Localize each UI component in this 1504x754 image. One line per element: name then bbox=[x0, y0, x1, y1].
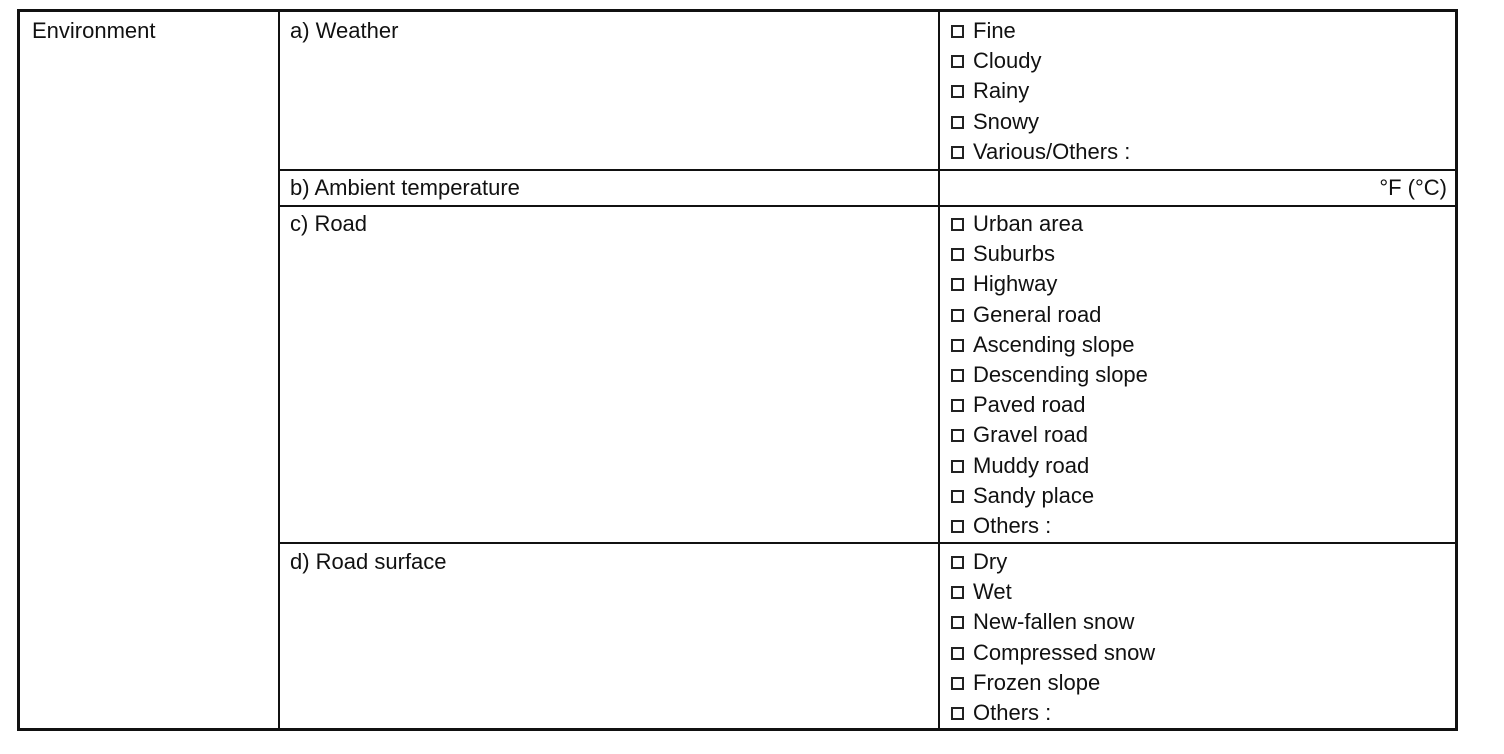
option-label: Compressed snow bbox=[973, 639, 1156, 665]
road-surface-label: d) Road surface bbox=[290, 549, 447, 574]
road-option[interactable] bbox=[951, 481, 1148, 511]
weather-options bbox=[951, 16, 1130, 167]
checkbox[interactable] bbox=[951, 707, 964, 720]
option-label: General road bbox=[973, 301, 1102, 327]
road-option[interactable] bbox=[951, 511, 1148, 541]
checkbox[interactable] bbox=[951, 116, 964, 129]
checkbox[interactable] bbox=[951, 25, 964, 38]
checkbox[interactable] bbox=[951, 85, 964, 98]
road-surface-option[interactable] bbox=[951, 668, 1155, 698]
checkbox[interactable] bbox=[951, 490, 964, 503]
column-divider-1 bbox=[278, 12, 280, 728]
checkbox[interactable] bbox=[951, 218, 964, 231]
road-surface-option[interactable] bbox=[951, 577, 1155, 607]
road-option[interactable] bbox=[951, 420, 1148, 450]
checkbox[interactable] bbox=[951, 399, 964, 412]
ambient-temperature-label: b) Ambient temperature bbox=[290, 175, 520, 200]
option-label: Others : bbox=[973, 700, 1052, 726]
checkbox[interactable] bbox=[951, 520, 964, 533]
checkbox[interactable] bbox=[951, 339, 964, 352]
environment-form bbox=[17, 9, 1458, 731]
option-label: Dry bbox=[973, 549, 1008, 575]
road-option[interactable] bbox=[951, 330, 1148, 360]
option-label: Ascending slope bbox=[973, 331, 1135, 357]
option-label: Descending slope bbox=[973, 362, 1148, 388]
road-option[interactable] bbox=[951, 239, 1148, 269]
road-surface-option[interactable] bbox=[951, 698, 1155, 728]
checkbox[interactable] bbox=[951, 586, 964, 599]
checkbox[interactable] bbox=[951, 55, 964, 68]
option-label: Fine bbox=[973, 18, 1016, 44]
checkbox[interactable] bbox=[951, 460, 964, 473]
road-options bbox=[951, 209, 1148, 541]
checkbox[interactable] bbox=[951, 616, 964, 629]
road-surface-option[interactable] bbox=[951, 638, 1155, 668]
weather-option[interactable] bbox=[951, 137, 1130, 167]
road-option[interactable] bbox=[951, 451, 1148, 481]
checkbox[interactable] bbox=[951, 369, 964, 382]
weather-option[interactable] bbox=[951, 76, 1130, 106]
checkbox[interactable] bbox=[951, 248, 964, 261]
option-label: Rainy bbox=[973, 78, 1030, 104]
road-option[interactable] bbox=[951, 390, 1148, 420]
checkbox[interactable] bbox=[951, 278, 964, 291]
option-label: Gravel road bbox=[973, 422, 1088, 448]
road-option[interactable] bbox=[951, 269, 1148, 299]
checkbox[interactable] bbox=[951, 647, 964, 660]
road-surface-option[interactable] bbox=[951, 547, 1155, 577]
option-label: Muddy road bbox=[973, 452, 1090, 478]
road-option[interactable] bbox=[951, 360, 1148, 390]
weather-option[interactable] bbox=[951, 107, 1130, 137]
weather-option[interactable] bbox=[951, 46, 1130, 76]
option-label: Snowy bbox=[973, 108, 1040, 134]
road-option[interactable] bbox=[951, 209, 1148, 239]
weather-option[interactable] bbox=[951, 16, 1130, 46]
option-label: Urban area bbox=[973, 211, 1084, 237]
checkbox[interactable] bbox=[951, 146, 964, 159]
column-divider-2 bbox=[938, 12, 940, 728]
road-surface-options bbox=[951, 547, 1155, 728]
weather-label: a) Weather bbox=[290, 18, 399, 43]
option-label: Others : bbox=[973, 512, 1052, 538]
option-label: Wet bbox=[973, 579, 1012, 605]
option-label: New-fallen snow bbox=[973, 609, 1135, 635]
checkbox[interactable] bbox=[951, 556, 964, 569]
row-divider-temperature bbox=[278, 205, 1458, 207]
option-label: Suburbs bbox=[973, 241, 1055, 267]
option-label: Sandy place bbox=[973, 482, 1095, 508]
section-label-environment: Environment bbox=[32, 18, 156, 43]
option-label: Frozen slope bbox=[973, 669, 1101, 695]
option-label: Highway bbox=[973, 271, 1058, 297]
option-label: Cloudy bbox=[973, 48, 1042, 74]
checkbox[interactable] bbox=[951, 309, 964, 322]
option-label: Various/Others : bbox=[973, 138, 1131, 164]
row-divider-weather bbox=[278, 169, 1458, 171]
road-option[interactable] bbox=[951, 300, 1148, 330]
checkbox[interactable] bbox=[951, 429, 964, 442]
road-surface-option[interactable] bbox=[951, 607, 1155, 637]
checkbox[interactable] bbox=[951, 677, 964, 690]
road-label: c) Road bbox=[290, 211, 368, 236]
temperature-unit: °F (°C) bbox=[1379, 175, 1447, 200]
option-label: Paved road bbox=[973, 392, 1086, 418]
row-divider-road bbox=[278, 542, 1458, 544]
